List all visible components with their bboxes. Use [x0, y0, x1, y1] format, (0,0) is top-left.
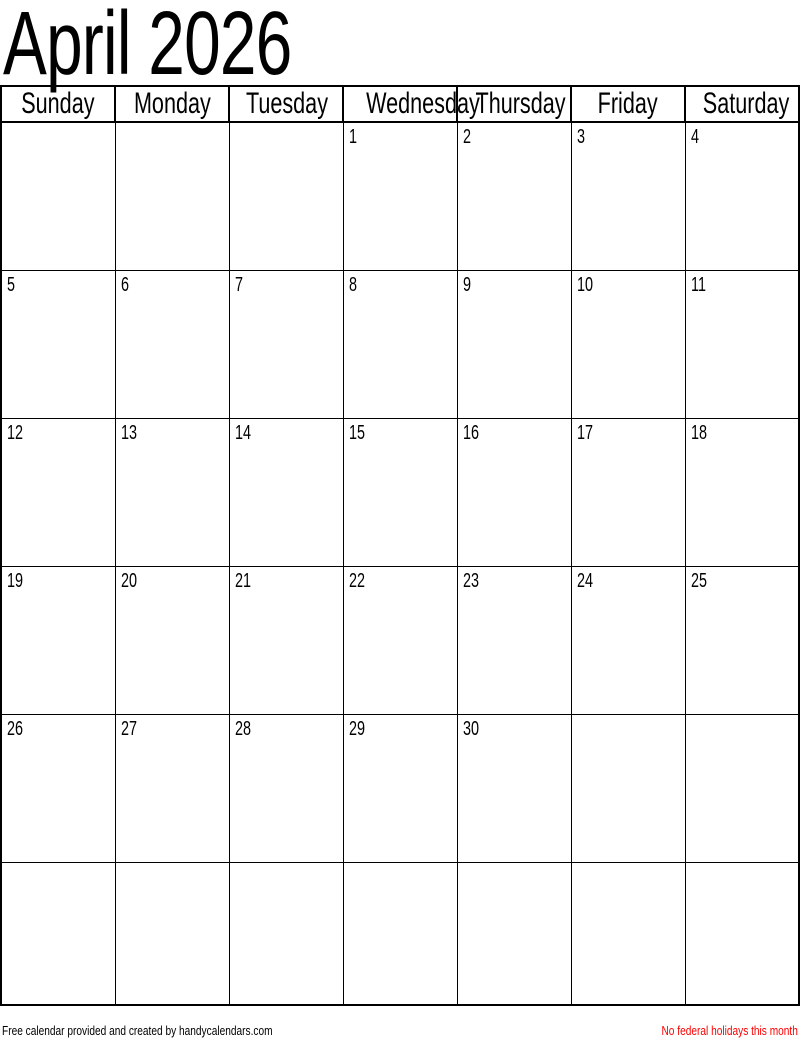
calendar-cell [115, 862, 229, 1005]
calendar-cell [115, 122, 229, 270]
day-number: 19 [7, 569, 24, 592]
day-number: 22 [348, 569, 365, 592]
day-number: 11 [690, 273, 706, 296]
calendar-cell [457, 122, 571, 270]
calendar-cell [571, 714, 685, 862]
calendar-week-row [1, 270, 799, 418]
calendar-cell [343, 270, 457, 418]
day-number: 30 [462, 717, 479, 740]
calendar-cell [343, 862, 457, 1005]
footer-holiday-note: No federal holidays this month [661, 1023, 798, 1038]
calendar-cell [1, 566, 115, 714]
day-number: 29 [348, 717, 365, 740]
calendar-cell [1, 122, 115, 270]
calendar-cell [343, 418, 457, 566]
day-number: 7 [234, 273, 243, 296]
weekday-label: Thursday [475, 87, 566, 120]
calendar-week-row [1, 714, 799, 862]
calendar-cell [571, 418, 685, 566]
calendar-cell [115, 418, 229, 566]
weekday-header-saturday [685, 86, 799, 122]
calendar-cell [685, 270, 799, 418]
calendar-week-row [1, 862, 799, 1005]
page-title: April 2026 [3, 0, 292, 94]
day-number: 25 [690, 569, 707, 592]
calendar-cell [1, 418, 115, 566]
day-number: 1 [348, 126, 357, 148]
calendar-cell [229, 566, 343, 714]
day-number: 21 [234, 569, 251, 592]
calendar-cell [685, 122, 799, 270]
calendar-cell [457, 418, 571, 566]
calendar-cell [685, 862, 799, 1005]
calendar-cell [115, 270, 229, 418]
calendar-cell [1, 270, 115, 418]
calendar-cell [457, 270, 571, 418]
calendar-cell [343, 566, 457, 714]
calendar-grid [0, 85, 800, 1006]
day-number: 16 [462, 421, 479, 444]
calendar-cell [685, 418, 799, 566]
weekday-header-friday [571, 86, 685, 122]
calendar-cell [115, 566, 229, 714]
footer-credit-text: Free calendar provided and created by handycalendars.com [2, 1023, 273, 1038]
day-number: 10 [576, 273, 593, 296]
calendar-cell [571, 566, 685, 714]
day-number: 24 [576, 569, 593, 592]
day-number: 8 [348, 273, 357, 296]
calendar-cell [229, 862, 343, 1005]
calendar-cell [343, 714, 457, 862]
day-number: 5 [7, 273, 16, 296]
weekday-label: Monday [133, 87, 211, 120]
calendar-week-row [1, 418, 799, 566]
day-number: 17 [576, 421, 593, 444]
day-number: 3 [576, 126, 585, 148]
calendar-cell [1, 862, 115, 1005]
weekday-label: Wednesday [366, 87, 480, 120]
day-number: 4 [690, 126, 699, 148]
day-number: 13 [120, 421, 137, 444]
day-number: 20 [120, 569, 137, 592]
day-number: 2 [462, 126, 471, 148]
day-number: 27 [120, 717, 137, 740]
calendar-cell [571, 270, 685, 418]
weekday-label: Friday [597, 87, 659, 120]
day-number: 6 [120, 273, 129, 296]
calendar-cell [229, 714, 343, 862]
calendar-body [1, 122, 799, 1005]
day-number: 26 [7, 717, 24, 740]
day-number: 28 [234, 717, 251, 740]
weekday-label: Sunday [21, 87, 95, 120]
day-number: 9 [462, 273, 471, 296]
calendar-cell [457, 862, 571, 1005]
day-number: 15 [348, 421, 365, 444]
calendar-cell [571, 862, 685, 1005]
weekday-header-wednesday [343, 86, 480, 122]
weekday-label: Saturday [702, 87, 790, 120]
day-number: 23 [462, 569, 479, 592]
calendar-cell [571, 122, 685, 270]
calendar-cell [343, 122, 457, 270]
calendar-cell [685, 566, 799, 714]
calendar-cell [457, 714, 571, 862]
calendar-cell [229, 122, 343, 270]
day-number: 12 [7, 421, 24, 444]
calendar-cell [229, 270, 343, 418]
day-number: 14 [234, 421, 251, 444]
calendar-week-row [1, 122, 799, 270]
calendar-cell [229, 418, 343, 566]
calendar-week-row [1, 566, 799, 714]
calendar-cell [1, 714, 115, 862]
calendar-cell [685, 714, 799, 862]
weekday-label: Tuesday [245, 87, 328, 120]
calendar-cell [115, 714, 229, 862]
calendar-cell [457, 566, 571, 714]
day-number: 18 [690, 421, 707, 444]
